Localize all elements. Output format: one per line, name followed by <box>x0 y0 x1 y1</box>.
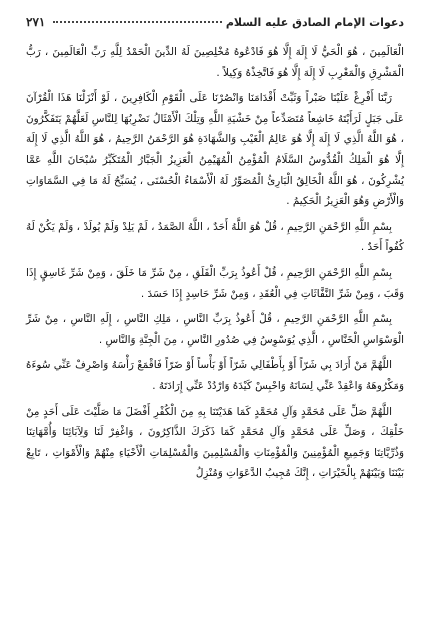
paragraph: اللَّهُمَّ مَنْ أَرَادَ بِي شَرّاً أَوْ بِأَطْفَالِي شَرّاً أَوْ بَأْساً أَوْ ضَرّاً فَاقْمَعْ رَأْسَهُ وَاصْرِفْ عَنِّي سُوءَهُ وَمَكْرُوهَهُ وَاعْقِدْ عَنِّي لِسَانَهُ وَاحْبِسْ كَيْدَهُ وَارْدُدْ عَنِّي إِرَادَتَهُ . <box>26 359 404 392</box>
page-header <box>26 10 404 34</box>
paragraph: بِسْمِ اللَّهِ الرَّحْمَنِ الرَّحِيمِ ، قُلْ أَعُوذُ بِرَبِّ النَّاسِ ، مَلِكِ النَّاسِ ، إِلَهِ النَّاسِ ، مِنْ شَرِّ الْوَسْوَاسِ الْخَنَّاسِ ، الَّذِي يُوَسْوِسُ فِي صُدُورِ النَّاسِ ، مِنَ الْجِنَّةِ وَالنَّاسِ . <box>26 313 404 346</box>
page-number: ٢٧١ <box>26 15 46 29</box>
header-dotted-leader <box>53 21 221 23</box>
page-body <box>26 42 404 484</box>
paragraph: بِسْمِ اللَّهِ الرَّحْمَنِ الرَّحِيمِ ، قُلْ هُوَ اللَّهُ أَحَدٌ ، اللَّهُ الصَّمَدُ ، لَمْ يَلِدْ وَلَمْ يُولَدْ ، وَلَمْ يَكُنْ لَهُ كُفُواً أَحَدٌ . <box>26 220 404 254</box>
paragraph: بِسْمِ اللَّهِ الرَّحْمَنِ الرَّحِيمِ ، قُلْ أَعُوذُ بِرَبِّ الْفَلَقِ ، مِنْ شَرِّ مَا خَلَقَ ، وَمِنْ شَرِّ غَاسِقٍ إِذَا وَقَبَ ، وَمِنْ شَرِّ النَّفَّاثَاتِ فِي الْعُقَدِ ، وَمِنْ شَرِّ حَاسِدٍ إِذَا حَسَدَ . <box>26 266 404 300</box>
paragraph: الْعَالَمِينَ ، هُوَ الْحَيُّ لَا إِلَهَ إِلَّا هُوَ فَادْعُوهُ مُخْلِصِينَ لَهُ الدِّينَ الْحَمْدُ لِلَّهِ رَبِّ الْعَالَمِينَ ، رَبُّ الْمَشْرِقِ وَالْمَغْرِبِ لَا إِلَهَ إِلَّا هُوَ فَاتَّخِذْهُ وَكِيلاً . <box>26 46 404 79</box>
paragraph: اللَّهُمَّ صَلِّ عَلَى مُحَمَّدٍ وَآلِ مُحَمَّدٍ كَمَا هَدَيْتَنَا بِهِ مِنَ الْكُفْرِ أَفْضَلَ مَا صَلَّيْتَ عَلَى أَحَدٍ مِنْ خَلْقِكَ ، وَصَلِّ عَلَى مُحَمَّدٍ وَآلِ مُحَمَّدٍ كَمَا ذَكَرَكَ الذَّاكِرُونَ ، وَاغْفِرْ لَنَا وَلِآبَائِنَا وَأُمَّهَاتِنَا وَذُرِّيَّاتِنَا وَجَمِيعِ الْمُؤْمِنِينَ وَالْمُؤْمِنَاتِ وَالْمُسْلِمِينَ وَالْمُسْلِمَاتِ الْأَحْيَاءِ مِنْهُمْ وَالْأَمْوَاتِ ، تَابِعْ بَيْنَنَا وَبَيْنَهُمْ بِالْخَيْرَاتِ ، إِنَّكَ مُجِيبُ الدَّعَوَاتِ وَمُنْزِلُ <box>26 405 404 480</box>
paragraph: رَبَّنَا أَفْرِغْ عَلَيْنَا صَبْراً وَثَبِّتْ أَقْدَامَنَا وَانْصُرْنَا عَلَى الْقَوْمِ الْكَافِرِينَ ، لَوْ أَنْزَلْنَا هَذَا الْقُرْآنَ عَلَى جَبَلٍ لَرَأَيْتَهُ خَاشِعاً مُتَصَدِّعاً مِنْ خَشْيَةِ اللَّهِ وَتِلْكَ الْأَمْثَالُ نَضْرِبُهَا لِلنَّاسِ لَعَلَّهُمْ يَتَفَكَّرُونَ ، هُوَ اللَّهُ الَّذِي لَا إِلَهَ إِلَّا هُوَ عَالِمُ الْغَيْبِ وَالشَّهَادَةِ هُوَ الرَّحْمَنُ الرَّحِيمُ ، هُوَ اللَّهُ الَّذِي لَا إِلَهَ إِلَّا هُوَ الْمَلِكُ الْقُدُّوسُ السَّلَامُ الْمُؤْمِنُ الْمُهَيْمِنُ الْعَزِيزُ الْجَبَّارُ الْمُتَكَبِّرُ سُبْحَانَ اللَّهِ عَمَّا يُشْرِكُونَ ، هُوَ اللَّهُ الْخَالِقُ الْبَارِئُ الْمُصَوِّرُ لَهُ الْأَسْمَاءُ الْحُسْنَى ، يُسَبِّحُ لَهُ مَا فِي السَّمَاوَاتِ وَالْأَرْضِ وَهُوَ الْعَزِيزُ الْحَكِيمُ . <box>26 92 404 208</box>
running-title: دعوات الإمام الصادق عليه السلام <box>225 15 404 29</box>
